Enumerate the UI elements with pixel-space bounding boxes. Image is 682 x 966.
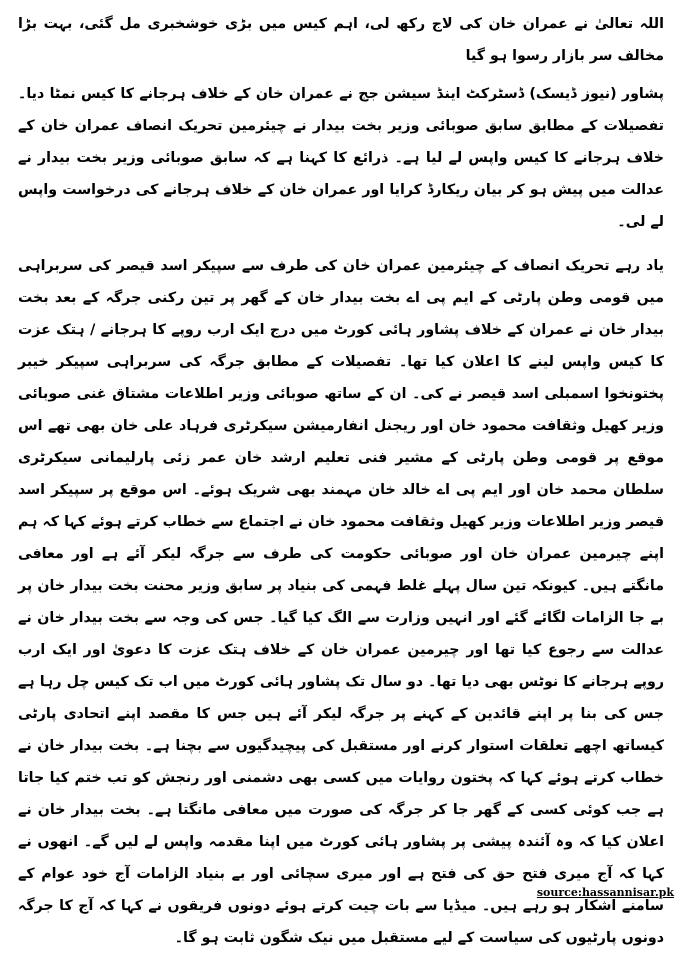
source-link[interactable]: source:hassannisar.pk	[536, 886, 674, 899]
headline-paragraph: اللہ تعالیٰ نے عمران خان کی لاج رکھ لی، اہم کیس میں بڑی خوشخبری مل گئی، بہت بڑا مخالف سر بازار رسوا ہو گیا	[18, 16, 664, 64]
body-paragraph-1: پشاور (نیوز ڈیسک) ڈسٹرکٹ اینڈ سیشن جج نے عمران خان کے خلاف ہرجانے کا کیس نمٹا دیا۔ تفصیلات کے مطابق سابق صوبائی وزیر بخت بیدار نے چیئرمین تحریک انصاف عمران خان کے خلاف ہرجانے کا کیس واپس لے لیا ہے۔ ذرائع کا کہنا ہے کہ سابق صوبائی وزیر بخت بیدار نے عدالت میں پیش ہو کر بیان ریکارڈ کرایا اور عمران خان کے خلاف ہرجانے کی درخواست واپس لے لی۔	[18, 86, 664, 230]
article-body	[18, 8, 664, 966]
body-paragraph-2: یاد رہے تحریک انصاف کے چیئرمین عمران خان کی طرف سے سپیکر اسد قیصر کی سربراہی میں قومی وطن پارٹی کے ایم پی اے بخت بیدار خان کے گھر پر تین رکنی جرگہ کے بعد بخت بیدار خان نے عمران کے خلاف پشاور ہائی کورٹ میں درج ایک ارب روپے کا ہرجانے / ہتک عزت کا کیس واپس لینے کا اعلان کیا تھا۔ تفصیلات کے مطابق جرگہ کی سربراہی سپیکر خیبر پختونخوا اسمبلی اسد قیصر نے کی۔ ان کے ساتھ صوبائی وزیر اطلاعات مشتاق غنی صوبائی وزیر کھیل وثقافت محمود خان اور ریجنل انفارمیشن سیکرٹری فرہاد علی خان بھی تھے اس موقع پر قومی وطن پارٹی کے مشیر فنی تعلیم ارشد خان عمر زئی پارلیمانی سیکرٹری سلطان محمد خان اور ایم پی اے خالد خان مہمند بھی شریک ہوئے۔ اس موقع پر سپیکر اسد قیصر وزیر اطلاعات وزیر کھیل وثقافت محمود خان نے اجتماع سے خطاب کرتے ہوئے کہا کہ ہم اپنے چیرمین عمران خان اور صوبائی حکومت کی طرف سے جرگہ لیکر آئے ہے اور معافی مانگتے ہیں۔ کیونکہ تین سال پہلے غلط فہمی کی بنیاد پر سابق وزیر محنت بخت بیدار خان پر بے جا الزامات لگائے گئے اور انہیں وزارت سے الگ کیا گیا۔ جس کی وجہ سے بخت بیدار خان نے عدالت سے رجوع کیا تھا اور چیرمین عمران خان کے خلاف ہتک عزت کا دعویٰ اور ایک ارب روپے ہرجانے کا نوٹس بھی دیا تھا۔ دو سال تک پشاور ہائی کورٹ میں اب تک کیس چل رہا ہے جس کی بنا پر اپنے قائدین کے کہنے پر جرگہ لیکر آئے ہیں جس کا مقصد اپنے اتحادی پارٹی کیساتھ اچھے تعلقات استوار کرنے اور مستقبل کی پیچیدگیوں سے بچنا ہے۔ بخت بیدار خان نے خطاب کرتے ہوئے کہا کہ پختون روایات میں کسی بھی دشمنی اور رنجش کو تب ختم کیا جاتا ہے جب کوئی کسی کے گھر جا کر جرگہ کی صورت میں معافی مانگتا ہے۔ بخت بیدار خان نے اعلان کیا کہ وہ آئندہ پیشی پر پشاور ہائی کورٹ میں اپنا مقدمہ واپس لے لیں گے۔ انھوں نے کہا کہ آج میری فتح حق کی فتح ہے اور میری سچائی اور بے بنیاد الزامات آج خود عوام کے سامنے اشکار ہو رہے ہیں۔ میڈیا سے بات چیت کرتے ہوئے دونوں فریقوں نے کہا کہ آج کا جرگہ دونوں پارٹیوں کی سیاست کے لیے مستقبل میں نیک شگون ثابت ہو گا۔	[18, 258, 664, 946]
